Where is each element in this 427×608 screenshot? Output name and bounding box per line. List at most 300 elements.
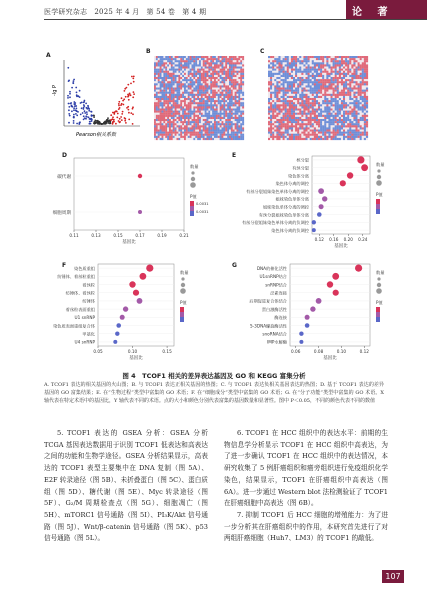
heatmap-cell [165,127,167,129]
heatmap-cell [299,115,301,117]
heatmap-cell [177,85,179,87]
heatmap-cell [299,98,301,100]
heatmap-cell [199,102,201,104]
heatmap-cell [306,75,308,77]
heatmap-cell [358,77,360,79]
heatmap-cell [358,60,360,62]
heatmap-cell [301,121,303,123]
heatmap-cell [356,71,358,73]
heatmap-cell [320,98,322,100]
heatmap-cell [197,62,199,64]
heatmap-cell [276,111,278,113]
heatmap-cell [178,98,180,100]
heatmap-cell [283,83,285,85]
heatmap-cell [163,125,165,127]
heatmap-cell [316,119,318,121]
heatmap-cell [227,83,229,85]
heatmap-cell [186,83,188,85]
heatmap-cell [167,127,169,129]
heatmap-cell [297,130,299,132]
heatmap-cell [167,125,169,127]
heatmap-cell [210,73,212,75]
heatmap-cell [223,64,225,66]
heatmap-cell [301,85,303,87]
heatmap-cell [163,81,165,83]
heatmap-cell [331,81,333,83]
heatmap-cell [353,56,355,58]
heatmap-cell [285,88,287,90]
heatmap-cell [274,123,276,125]
volcano-point [127,84,129,86]
panel-label-e: E [232,152,237,159]
heatmap-cell [270,111,272,113]
heatmap-cell [203,115,205,117]
heatmap-cell [268,98,270,100]
heatmap-cell [295,111,297,113]
heatmap-cell [165,117,167,119]
heatmap-cell [233,138,235,140]
heatmap-cell [242,94,244,96]
heatmap-cell [366,117,368,119]
heatmap-cell [163,73,165,75]
volcano-point [133,91,135,93]
heatmap-cell [295,130,297,132]
heatmap-cell [178,73,180,75]
volcano-point [123,104,125,106]
heatmap-cell [212,71,214,73]
heatmap-cell [216,79,218,81]
heatmap-cell [301,77,303,79]
heatmap-cell [331,58,333,60]
heatmap-cell [333,85,335,87]
heatmap-cell [197,119,199,121]
heatmap-cell [303,94,305,96]
heatmap-cell [281,88,283,90]
heatmap-cell [237,109,239,111]
volcano-point [76,92,78,94]
heatmap-cell [184,98,186,100]
heatmap-cell [180,111,182,113]
heatmap-cell [328,83,330,85]
heatmap-cell [349,92,351,94]
volcano-point [128,112,130,114]
heatmap-cell [287,123,289,125]
heatmap-cell [203,100,205,102]
heatmap-cell [197,113,199,115]
heatmap-cell [197,90,199,92]
heatmap-cell [341,62,343,64]
category-label: 有丝分裂 [292,165,309,171]
heatmap-cell [180,77,182,79]
heatmap-cell [293,81,295,83]
heatmap-cell [289,81,291,83]
heatmap-cell [178,92,180,94]
heatmap-cell [268,56,270,58]
heatmap-cell [283,123,285,125]
heatmap-cell [301,79,303,81]
heatmap-cell [358,111,360,113]
heatmap-cell [177,83,179,85]
heatmap-cell [341,102,343,104]
heatmap-cell [197,109,199,111]
legend-size-dot [377,277,380,280]
heatmap-cell [347,117,349,119]
heatmap-cell [238,96,240,98]
heatmap-cell [216,62,218,64]
volcano-point [113,119,115,121]
volcano-point [76,115,78,117]
heatmap-cell [231,111,233,113]
heatmap-cell [278,94,280,96]
heatmap-cell [188,71,190,73]
heatmap-cell [349,138,351,140]
heatmap-cell [160,58,162,60]
heatmap-cell [156,94,158,96]
heatmap-cell [306,83,308,85]
heatmap-cell [216,106,218,108]
heatmap-cell [165,58,167,60]
heatmap-cell [278,134,280,136]
heatmap-cell [268,121,270,123]
heatmap-cell [167,60,169,62]
heatmap-cell [345,104,347,106]
heatmap-cell [163,90,165,92]
heatmap-cell [364,79,366,81]
heatmap-cell [182,121,184,123]
heatmap-cell [229,62,231,64]
heatmap-cell [351,134,353,136]
volcano-point [125,122,127,124]
heatmap-cell [358,125,360,127]
heatmap-cell [310,90,312,92]
heatmap-cell [182,113,184,115]
heatmap-cell [238,69,240,71]
heatmap-cell [238,132,240,134]
heatmap-cell [237,127,239,129]
heatmap-cell [360,83,362,85]
heatmap-cell [205,69,207,71]
heatmap-cell [349,136,351,138]
heatmap-cell [233,83,235,85]
legend-p-title: P值 [376,300,383,305]
heatmap-cell [184,125,186,127]
heatmap-cell [364,98,366,100]
category-label: 纺锤体、着丝粒 [65,290,95,296]
heatmap-cell [182,134,184,136]
heatmap-cell [281,56,283,58]
heatmap-cell [270,67,272,69]
heatmap-cell [158,136,160,138]
heatmap-cell [335,138,337,140]
heatmap-cell [178,60,180,62]
heatmap-cell [276,121,278,123]
heatmap-cell [318,60,320,62]
heatmap-cell [318,67,320,69]
heatmap-cell [154,83,156,85]
heatmap-cell [160,67,162,69]
heatmap-cell [270,138,272,140]
heatmap-cell [240,69,242,71]
heatmap-cell [297,134,299,136]
heatmap-cell [160,106,162,108]
heatmap-cell [312,79,314,81]
heatmap-cell [283,100,285,102]
heatmap-cell [324,136,326,138]
heatmap-cell [222,119,224,121]
heatmap-cell [235,104,237,106]
heatmap-cell [218,81,220,83]
heatmap-cell [316,113,318,115]
heatmap-cell [349,125,351,127]
heatmap-cell [177,69,179,71]
heatmap-cell [322,62,324,64]
heatmap-cell [362,96,364,98]
heatmap-cell [163,98,165,100]
heatmap-cell [177,60,179,62]
heatmap-cell [227,111,229,113]
heatmap-cell [301,60,303,62]
heatmap-cell [310,96,312,98]
heatmap-cell [154,79,156,81]
heatmap-cell [240,71,242,73]
heatmap-cell [293,117,295,119]
heatmap-cell [197,98,199,100]
heatmap-cell [233,90,235,92]
heatmap-cell [345,71,347,73]
heatmap-cell [364,92,366,94]
heatmap-cell [285,56,287,58]
heatmap-cell [283,134,285,136]
heatmap-cell [222,98,224,100]
heatmap-cell [178,69,180,71]
heatmap-cell [195,136,197,138]
heatmap-cell [293,98,295,100]
heatmap-cell [225,104,227,106]
heatmap-cell [190,132,192,134]
heatmap-cell [231,127,233,129]
heatmap-cell [186,104,188,106]
heatmap-cell [337,62,339,64]
heatmap-cell [195,102,197,104]
heatmap-cell [270,69,272,71]
heatmap-cell [326,56,328,58]
heatmap-cell [312,58,314,60]
heatmap-cell [303,113,305,115]
heatmap-cell [318,127,320,129]
heatmap-cell [235,81,237,83]
heatmap-cell [345,79,347,81]
heatmap-cell [347,71,349,73]
heatmap-cell [328,56,330,58]
heatmap-cell [229,127,231,129]
heatmap-cell [205,109,207,111]
heatmap-cell [182,90,184,92]
heatmap-cell [314,130,316,132]
heatmap-cell [235,113,237,115]
heatmap-cell [218,64,220,66]
heatmap-cell [353,79,355,81]
heatmap-cell [192,121,194,123]
heatmap-cell [287,94,289,96]
heatmap-cell [268,96,270,98]
heatmap-cell [199,83,201,85]
heatmap-cell [312,134,314,136]
heatmap-cell [205,81,207,83]
heatmap-cell [272,62,274,64]
heatmap-cell [272,90,274,92]
heatmap-cell [356,60,358,62]
heatmap-cell [192,125,194,127]
heatmap-cell [195,98,197,100]
heatmap-cell [205,75,207,77]
heatmap-cell [268,85,270,87]
heatmap-cell [324,134,326,136]
heatmap-cell [333,75,335,77]
volcano-point [68,113,70,115]
heatmap-cell [335,130,337,132]
heatmap-cell [216,134,218,136]
heatmap-cell [165,60,167,62]
heatmap-cell [270,92,272,94]
heatmap-cell [220,109,222,111]
heatmap-cell [333,104,335,106]
heatmap-cell [297,104,299,106]
heatmap-cell [351,121,353,123]
heatmap-cell [195,130,197,132]
heatmap-cell [171,96,173,98]
heatmap-cell [274,62,276,64]
heatmap-cell [156,62,158,64]
heatmap-cell [356,123,358,125]
heatmap-cell [312,92,314,94]
heatmap-cell [337,123,339,125]
heatmap-cell [272,83,274,85]
heatmap-cell [343,90,345,92]
heatmap-cell [175,104,177,106]
heatmap-cell [208,96,210,98]
heatmap-cell [208,81,210,83]
volcano-point [133,81,135,83]
heatmap-cell [178,75,180,77]
heatmap-cell [156,136,158,138]
heatmap-cell [272,113,274,115]
heatmap-cell [201,119,203,121]
heatmap-cell [358,88,360,90]
heatmap-cell [301,98,303,100]
heatmap-cell [208,121,210,123]
category-label: 蛋白激酶活性 [261,306,287,312]
heatmap-cell [158,113,160,115]
heatmap-cell [171,121,173,123]
heatmap-cell [182,64,184,66]
heatmap-cell [218,67,220,69]
heatmap-cell [297,94,299,96]
heatmap-cell [349,134,351,136]
heatmap-cell [303,127,305,129]
heatmap-cell [360,127,362,129]
heatmap-cell [320,69,322,71]
heatmap-cell [322,119,324,121]
heatmap-cell [207,102,209,104]
volcano-point [68,80,70,82]
heatmap-cell [345,77,347,79]
heatmap-cell [242,77,244,79]
heatmap-cell [210,119,212,121]
heatmap-cell [223,81,225,83]
heatmap-cell [210,109,212,111]
heatmap-cell [237,123,239,125]
heatmap-cell [180,69,182,71]
heatmap-cell [188,88,190,90]
heatmap-cell [195,123,197,125]
heatmap-cell [242,123,244,125]
heatmap-cell [175,69,177,71]
heatmap-cell [337,115,339,117]
heatmap-cell [201,127,203,129]
heatmap-cell [364,106,366,108]
heatmap-cell [295,123,297,125]
heatmap-cell [299,117,301,119]
legend-size-dot [180,288,186,294]
heatmap-cell [178,96,180,98]
heatmap-cell [335,92,337,94]
heatmap-cell [322,88,324,90]
heatmap-cell [301,81,303,83]
heatmap-cell [337,69,339,71]
heatmap-cell [222,113,224,115]
x-tick-label: 0.10 [336,349,347,354]
heatmap-cell [216,102,218,104]
heatmap-cell [345,73,347,75]
heatmap-cell [289,121,291,123]
heatmap-cell [299,121,301,123]
heatmap-cell [193,92,195,94]
heatmap-cell [156,92,158,94]
heatmap-cell [272,136,274,138]
heatmap-cell [229,92,231,94]
heatmap-cell [238,92,240,94]
volcano-point [110,114,112,116]
heatmap-cell [227,115,229,117]
heatmap-cell [225,67,227,69]
heatmap-cell [167,67,169,69]
heatmap-cell [208,92,210,94]
data-point [333,290,339,296]
heatmap-cell [337,64,339,66]
heatmap-cell [343,125,345,127]
heatmap-cell [201,75,203,77]
volcano-point [73,117,75,119]
heatmap-cell [366,109,368,111]
heatmap-cell [223,102,225,104]
heatmap-cell [320,130,322,132]
heatmap-cell [207,73,209,75]
heatmap-cell [197,123,199,125]
heatmap-cell [316,73,318,75]
heatmap-cell [182,67,184,69]
heatmap-cell [188,60,190,62]
heatmap-cell [341,81,343,83]
heatmap-cell [301,88,303,90]
heatmap-cell [212,90,214,92]
heatmap-cell [208,100,210,102]
heatmap-cell [201,94,203,96]
heatmap-cell [240,92,242,94]
heatmap-cell [190,130,192,132]
heatmap-cell [322,73,324,75]
heatmap-cell [356,130,358,132]
data-point [332,273,339,280]
